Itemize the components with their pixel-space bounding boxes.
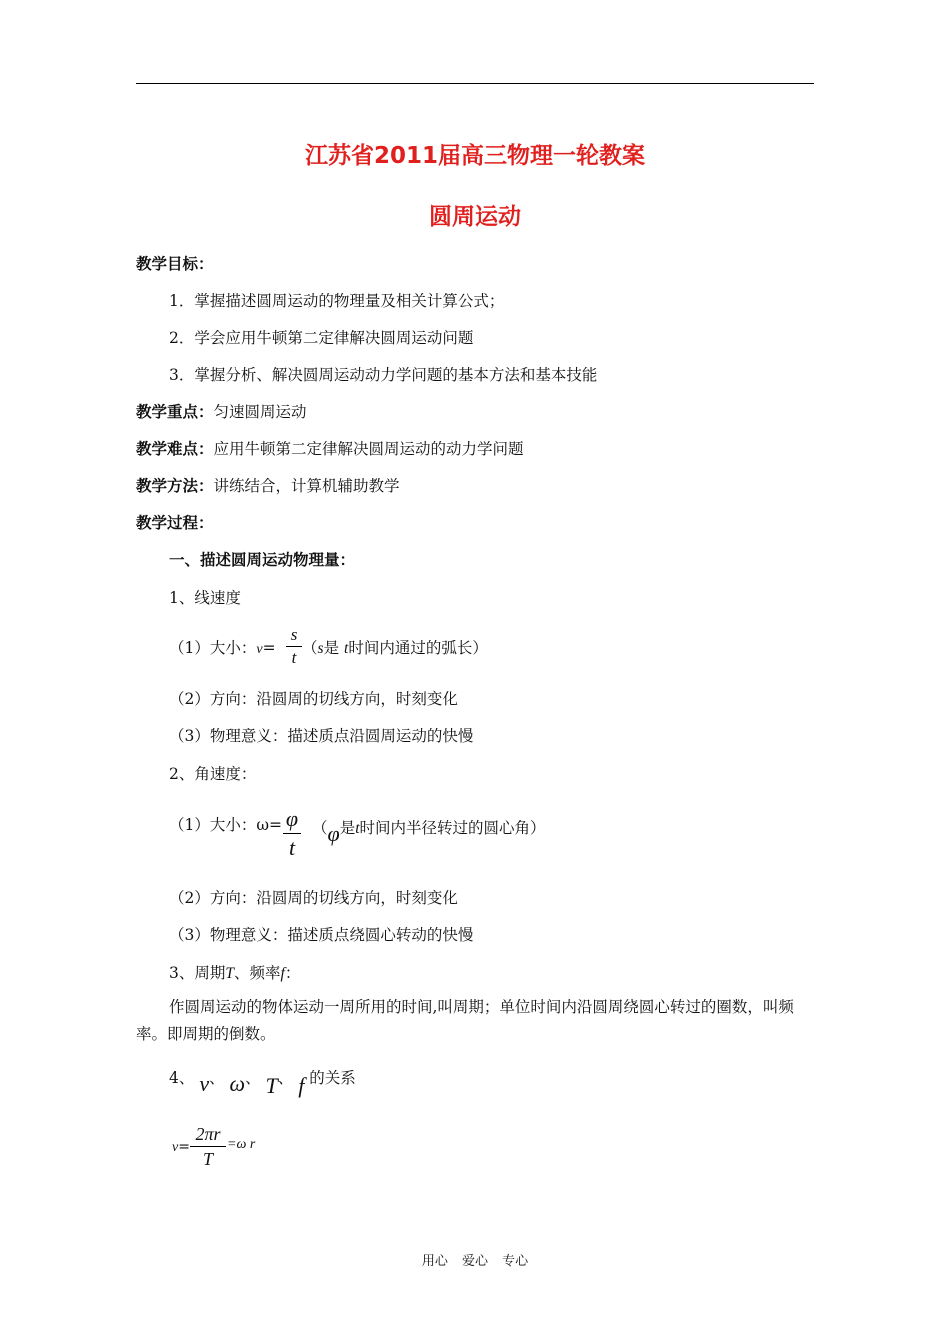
rel-eq: = [178,1139,190,1155]
key-label: 教学重点： [136,403,214,421]
item-4-T: T [265,1073,278,1098]
teaching-method [136,474,400,496]
item-4-v: v [199,1071,210,1096]
document-title: 江苏省2011届高三物理一轮教案 [304,143,645,169]
difficult-label: 教学难点： [136,440,214,458]
lin-num: s [290,625,298,644]
item-1-linear-velocity: 1、线速度 [169,589,241,607]
fraction-bar [286,646,302,647]
section-1-heading: 一、描述圆周运动物理量： [169,551,356,569]
ang-note-open: （ [312,819,328,837]
document-subtitle: 圆周运动 [429,204,521,230]
item-3-period-frequency [169,961,300,983]
goal-1: 1．掌握描述圆周运动的物理量及相关计算公式； [169,292,505,310]
lin-den: t [291,648,297,667]
ang-den: t [288,835,296,860]
item-4-sep-3: 、 [277,1069,294,1087]
ang-note-t: t [355,820,360,837]
lin-note-open: （ [302,639,318,657]
item-4-end: 的关系 [309,1069,356,1087]
lin-note-s: s [317,640,324,657]
linear-velocity-magnitude [169,636,276,658]
angular-velocity-note [312,813,546,846]
rel-num: 2πr [195,1124,221,1144]
relation-formula-lhs [172,1137,190,1156]
fraction-bar [190,1146,226,1147]
item-4-sep-2: 、 [245,1069,261,1087]
angular-velocity-meaning: （3）物理意义：描述质点绕圆心转动的快慢 [169,926,474,944]
item-4-omega: ω [229,1071,246,1096]
item-3-prefix: 3、周期 [169,964,226,982]
goals-label: 教学目标： [136,255,214,273]
goal-3: 3．掌握分析、解决圆周运动动力学问题的基本方法和基本技能 [169,366,598,384]
difficult-text: 应用牛顿第二定律解决圆周运动的动力学问题 [213,440,524,458]
lin-eq: = [262,639,276,657]
difficult-point [136,437,524,459]
lin-mag-prefix: （1）大小： [169,639,257,657]
ang-note-end: 时间内半径转过的圆心角） [359,819,546,837]
goal-2: 2．学会应用牛顿第二定律解决圆周运动问题 [169,329,474,347]
linear-velocity-fraction [286,626,302,667]
item-3-mid: 、频率 [234,964,281,982]
key-text: 匀速圆周运动 [213,403,307,421]
rel-den: T [202,1149,213,1169]
header-rule [136,83,814,84]
key-point [136,400,307,422]
item-3-T: T [225,965,234,982]
item-3-end: ： [284,964,301,982]
angular-velocity-direction: （2）方向：沿圆周的切线方向，时刻变化 [169,889,458,907]
process-label: 教学过程： [136,514,214,532]
ang-note-phi: φ [327,821,340,846]
item-3-f: f [280,965,285,982]
item-4-f: f [298,1073,305,1098]
item-2-angular-velocity: 2、角速度： [169,765,257,783]
relation-fraction [190,1124,226,1169]
ang-num: φ [285,806,299,831]
fraction-bar [283,833,301,834]
angular-velocity-fraction [283,806,301,861]
method-label: 教学方法： [136,477,214,495]
lin-v: v [256,642,263,657]
rel-v: v [172,1140,179,1155]
page-footer: 用心 爱心 专心 [421,1254,529,1269]
item-4-relations [169,1063,356,1098]
period-paragraph: 作圆周运动的物体运动一周所用的时间,叫周期；单位时间内沿圆周绕圆心转过的圈数，叫频率。即周期的倒数。 [136,998,794,1043]
lin-note-mid: 是 [323,639,340,657]
lin-note-t: t [344,640,349,657]
angular-velocity-magnitude: （1）大小：ω= [169,816,282,834]
linear-velocity-note [302,636,488,658]
linear-velocity-direction: （2）方向：沿圆周的切线方向，时刻变化 [169,690,458,708]
relation-formula-rhs: =ω r [227,1137,256,1152]
linear-velocity-meaning: （3）物理意义：描述质点沿圆周运动的快慢 [169,727,474,745]
item-4-prefix: 4、 [169,1069,195,1087]
ang-note-mid: 是 [339,819,356,837]
lin-note-end: 时间内通过的弧长） [348,639,488,657]
method-text: 讲练结合，计算机辅助教学 [213,477,400,495]
item-4-sep-1: 、 [209,1069,225,1087]
